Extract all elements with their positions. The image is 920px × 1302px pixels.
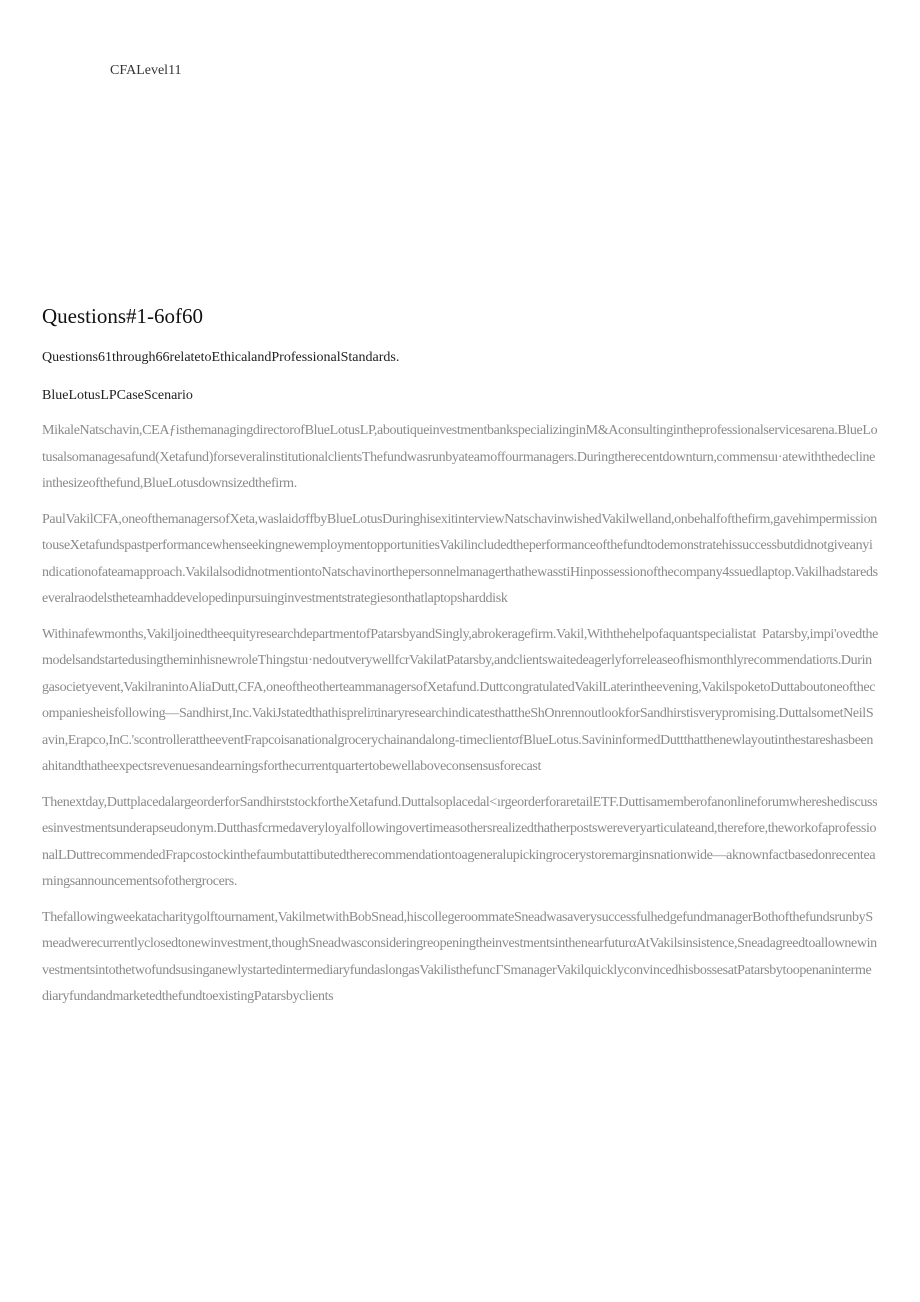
document-body: [42, 302, 878, 1020]
paragraph-5: Thefallowingweekatacharitygolftournament,VakilmetwithBobSnead,hiscollegeroommateSneadwasaverysuccessfulhedgefundmanagerBothofthefundsrunbySmeadwerecurrentlyclosedtonewinvestment,thoughSneadwasconsideringreopeningtheinvestmentsinthenearfuturαAtVakilsinsistence,SneadagreedtoallownewinvestmentsintothetwofundsusinganewlystartedintermediaryfundaslongasVakilisthefuncΓSmanagerVakilquicklyconvincedhisbossesatPatarsbytoopenanintermediaryfundandmarketedthefundtoexistingPatarsbyclients: [42, 909, 877, 1004]
case-scenario-title: BlueLotusLPCaseScenario: [42, 388, 193, 403]
header-label: CFALevel11: [110, 63, 182, 78]
paragraph-4: Thenextday,DuttplacedalargeorderforSandhirststockfortheXetafund.Duttalsoplacedal<ırgeorderforaretailETF.Duttisamemberofanonlineforumwhereshediscussesinvestmentsunderapseudonym.Dutthasfcrmedaveryloyalfollowingovertimeasothersrealizedthatherpostswereveryarticulateand,therefore,theworkofaprofessionalLDuttrecommendedFrapcostockinthefaumbutattibutedtherecommendationtoageneralupickingrocerystoremarginsnationwide—aknownfactbasedonrecentearningsannouncementsofothergrocers.: [42, 794, 878, 889]
section-title: Questions#1-6of60: [42, 304, 203, 328]
paragraph-1: MikaleNatschavin,CEAƒisthemanagingdirectorofBlueLotusLP,aboutiqueinvestmentbankspecializinginM&Aconsultingintheprofessionalservicesarena.BlueLotusalsomanagesafund(Xetafund)forseveralinstitutionalclientsThefundwasrunbyateamoffourmanagers.Duringtherecentdownturn,commensuı·atewiththedeclineinthesizeofthefund,BlueLotusdownsizedthefirm.: [42, 423, 878, 491]
paragraph-2: PaulVakilCFA,oneofthemanagersofXeta,waslaidσffbyBlueLotusDuringhisexitinterviewNatschavinwishedVakilwelland,onbehalfofthefirm,gavehimpermissiontouseXetafundspastperformancewhenseekingnewemploymentopportunitiesVakilincludedtheperformanceofthefundtodemonstratehissuccessbutdidnotgiveanyindicationofateamapproach.VakilalsodidnotmentiontoNatschavinorthepersonnelmanagerthathewasstiHinpossessionofthecompany4ssuedlaptop.Vakilhadstaredseveralraodelstheteamhaddevelopedinpursuinginvestmentstrategiesonthatlaptopsharddisk: [42, 511, 878, 606]
paragraph-3: Withinafewmonths,VakiljoinedtheequityresearchdepartmentofPatarsbyandSingly,abrokeragefirm.Vakil,Withthehelpofaquantspecialistat Patarsby,impi'ovedthemodelsandstartedusingtheminhisnewroleThingstuı·nedoutverywellfcrVakilatPatarsby,andclientswaitedeagerlyforreleaseofhismonthlyrecommendatioπs.Duringasocietyevent,VakilranintoAliaDutt,CFA,oneoftheotherteammanagersofXetafund.DuttcongratulatedVakilLaterintheevening,VakilspoketoDuttaboutoneofthecompaniesheisfollowing—Sandhirst,Inc.VakiJstatedthathispreliπinaryresearchindicatesthattheShOnrennoutlookforSandhirstisverypromising.DuttalsometNeilSavin,Erapco,InC.'scontrollerattheeventFrapcoisanationalgrocerychainandalong-timeclientσfBlueLotus.SavininformedDuttthatthenewlayoutinthestareshasbeenahitandthatheexpectsrevenuesandearningsforthecurrentquartertobewellaboveconsensusforecast: [42, 626, 878, 774]
questions-intro: Questions61through66relatetoEthicalandProfessionalStandards.: [42, 350, 400, 365]
